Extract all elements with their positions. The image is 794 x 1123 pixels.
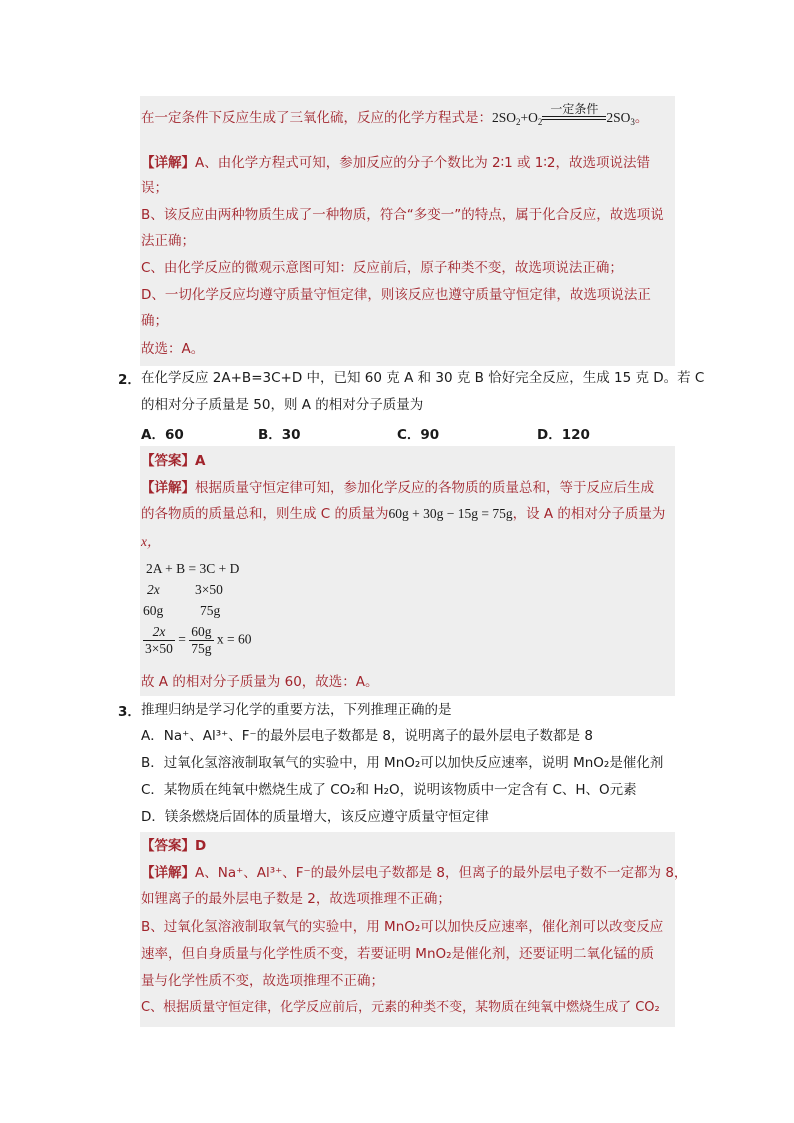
- intro-line: 在一定条件下反应生成了三氧化硫，反应的化学方程式是：$2SO_2+O_2$ 一定条件 $2SO_3$。: [141, 102, 649, 127]
- detail-d-line1: D、一切化学反应均遵守质量守恒定律，则该反应也遵守质量守恒定律，故选项说法正: [141, 287, 651, 303]
- question-3-detail-a-line2: 如锂离子的最外层电子数是 2，故选项推理不正确；: [141, 891, 451, 907]
- question-2-option-c: C．90: [397, 427, 440, 443]
- detail-b-line2: 法正确；: [141, 233, 195, 249]
- calc-equation: 2A + B = 3C + D: [146, 561, 240, 576]
- equation: $2SO_2+O_2$ 一定条件 $2SO_3$: [492, 102, 635, 127]
- detail-b-line1: B、该反应由两种物质生成了一种物质，符合“多变一”的特点，属于化合反应，故选项说: [141, 207, 664, 223]
- question-2-detail-line3: x，: [141, 534, 161, 549]
- question-2-option-a: A．60: [141, 427, 184, 443]
- calc-proportion: $\frac{2x}{3\times 50}$ = $\frac{60g}{75g}$ x = 60: [145, 624, 252, 656]
- question-2-detail-line2: 的各物质的质量总和，则生成 C 的质量为60g + 30g − 15g = 75g，设 A 的相对分子质量为: [141, 506, 666, 522]
- choice-line: 故选：A。: [141, 341, 205, 357]
- detail-c-line1: C、由化学反应的微观示意图可知：反应前后，原子种类不变，故选项说法正确；: [141, 260, 623, 276]
- question-2-detail-line1: 【详解】根据质量守恒定律可知，参加化学反应的各物质的质量总和，等于反应后生成: [141, 480, 654, 496]
- result: x = 60: [216, 631, 252, 647]
- question-3-option-b: B．过氧化氢溶液制取氧气的实验中，用 MnO₂可以加快反应速率，说明 MnO₂是催化剂: [141, 755, 664, 771]
- question-2-option-d: D．120: [537, 427, 590, 443]
- question-2-option-b: B．30: [258, 427, 301, 443]
- fraction-1: $\frac{2x}{3\times 50}$: [145, 624, 173, 656]
- question-3-detail-a-line1: 【详解】A、Na⁺、Al³⁺、F⁻的最外层电子数都是 8，但离子的最外层电子数不一定都为 8，: [141, 865, 688, 881]
- question-3-detail-c-line1: C、根据质量守恒定律，化学反应前后，元素的种类不变，某物质在纯氧中燃烧生成了 CO₂: [141, 1000, 660, 1015]
- question-3-option-c: C．某物质在纯氧中燃烧生成了 CO₂和 H₂O，说明该物质中一定含有 C、H、O元素: [141, 782, 637, 798]
- intro-text: 在一定条件下反应生成了三氧化硫，反应的化学方程式是：: [141, 110, 492, 126]
- question-2-conclusion: 故 A 的相对分子质量为 60，故选：A。: [141, 674, 379, 690]
- calc-row2-right: 3×50: [195, 582, 223, 597]
- question-3-option-a: A．Na⁺、Al³⁺、F⁻的最外层电子数都是 8，说明离子的最外层电子数都是 8: [141, 728, 593, 744]
- detail-d-line2: 确；: [141, 313, 168, 329]
- condition-arrow: 一定条件: [542, 103, 606, 120]
- question-3-option-d: D．镁条燃烧后固体的质量增大，该反应遵守质量守恒定律: [141, 809, 489, 825]
- calc-row3-left: 60g: [143, 603, 164, 618]
- answer-block-1: [140, 96, 675, 366]
- question-3-detail-b-line2: 速率，但自身质量与化学性质不变，若要证明 MnO₂是催化剂，还要证明二氧化锰的质: [141, 946, 655, 962]
- question-3-detail-b-line3: 量与化学性质不变，故选项推理不正确；: [141, 973, 384, 989]
- fraction-2: $\frac{60g}{75g}$: [191, 624, 212, 656]
- question-2-stem-line2: 的相对分子质量是 50，则 A 的相对分子质量为: [141, 397, 424, 413]
- calc-row3-right: 75g: [200, 603, 221, 618]
- question-2-stem-line1: 在化学反应 2A+B=3C+D 中，已知 60 克 A 和 30 克 B 恰好完全反应，生成 15 克 D。若 C: [141, 370, 705, 386]
- question-3-stem: 推理归纳是学习化学的重要方法，下列推理正确的是: [141, 702, 452, 718]
- question-2-number: 2．: [118, 372, 141, 388]
- question-2-answer: 【答案】A: [141, 453, 206, 469]
- question-3-answer: 【答案】D: [141, 838, 207, 854]
- detail-a-line2: 误；: [141, 180, 168, 196]
- question-3-number: 3．: [118, 704, 141, 720]
- detail-a-line1: 【详解】A、由化学方程式可知，参加反应的分子个数比为 2∶1 或 1∶2，故选项说法错: [141, 155, 650, 171]
- question-3-detail-b-line1: B、过氧化氢溶液制取氧气的实验中，用 MnO₂可以加快反应速率，催化剂可以改变反应: [141, 919, 664, 935]
- calc-row2-left: 2x: [147, 582, 160, 597]
